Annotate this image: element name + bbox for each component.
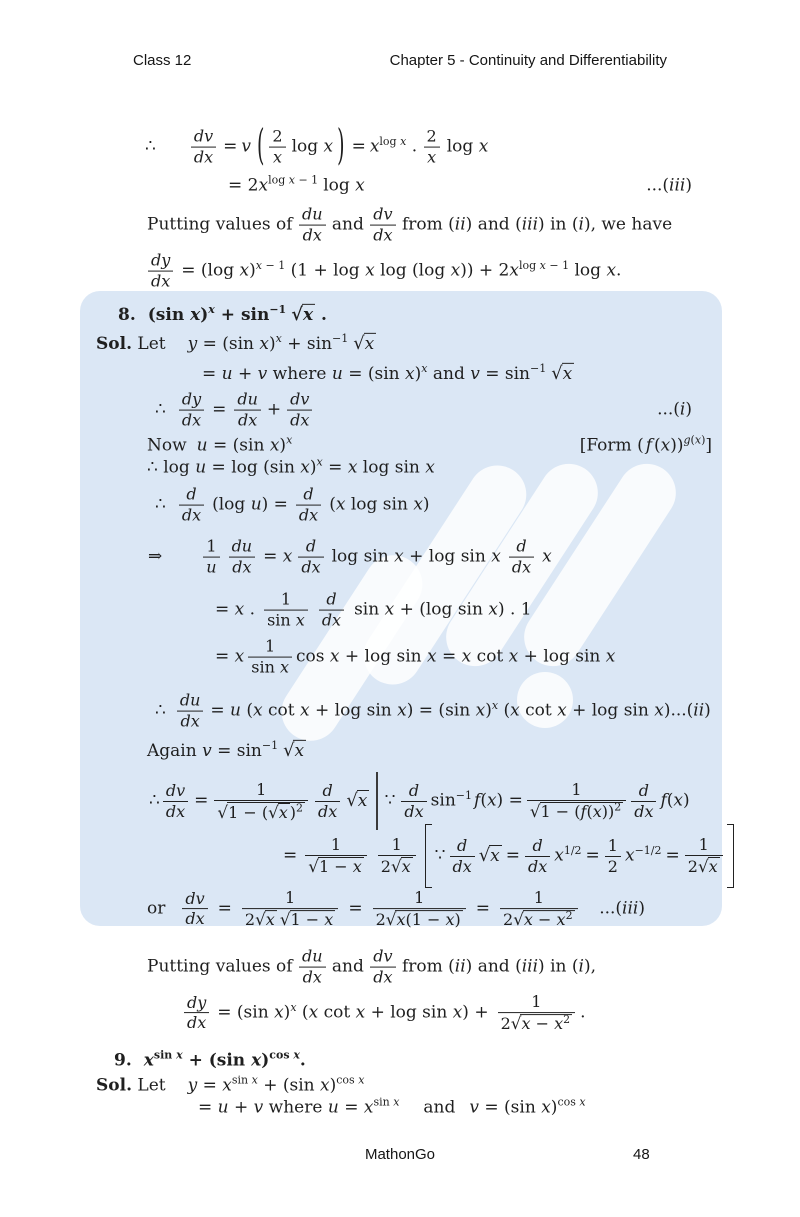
equation-tag: ...(iii): [599, 898, 645, 919]
fraction: $\frac{d}{dx}$: [319, 591, 344, 630]
math-line: Sol. Let $y = x^{sin x} + (\sin$ x)$^{cos x}$: [96, 1073, 365, 1096]
math-line: Putting values of $\frac{du}{dx}$ and $\frac{dv}{dx}$ from (ii) and (iii) in (i),: [147, 946, 596, 987]
square-root: √1 − x: [308, 856, 362, 876]
fraction: $\frac{dv}{dx}$: [191, 128, 216, 167]
math-line: = u + v where u = (sin x)$^x$ and $v = \sin^{-1} √x$: [202, 362, 573, 384]
square-root: √1 − x: [279, 909, 334, 929]
fraction: $\frac{dv}{dx}$: [370, 206, 395, 245]
math-line: 9. $x^{sin x} + (\sin$ x)$^{cos x}$.: [114, 1048, 306, 1071]
fraction: $\frac{1}{√1 - x}$: [305, 836, 367, 876]
square-root: √x: [283, 739, 305, 761]
math-line: = x . $\frac{1}{\text{sin x}}$ $\frac{d}{dx}$ sin x + (log sin x) . 1: [215, 589, 532, 630]
fraction: $\frac{1}{2√x}$: [378, 836, 416, 876]
fraction: $\frac{2}{x}$: [424, 128, 440, 167]
fraction: $\frac{du}{dx}$: [234, 391, 261, 430]
fraction: $\frac{1}{2√x - x^2}$: [498, 993, 576, 1033]
footer-brand: MathonGo: [364, 1146, 436, 1163]
math-line: Again $v = \sin^{-1} √x$: [147, 739, 305, 761]
math-line: = u + v where $u = x^{sin x}$ and v = (sin x)$^{cos x}$: [198, 1095, 586, 1118]
math-line: Now u = (sin x)$^x$: [147, 433, 293, 456]
math-line: $\frac{dy}{dx}$ = (sin x)$^x$ (x cot x + log sin x) + $\frac{1}{2√x - x^2}$ .: [183, 993, 586, 1033]
fraction: $\frac{d}{dx}$: [315, 782, 340, 821]
header-class-label: Class 12: [133, 52, 192, 69]
fraction: $\frac{d}{dx}$: [509, 538, 534, 577]
math-line: 8. (sin $x)^x + \sin^{-1} √x$ .: [118, 303, 327, 325]
fraction: $\frac{du}{dx}$: [229, 538, 256, 577]
math-line: ∴ $\frac{d}{dx}$ (log u) = $\frac{d}{dx}$ (x log sin x): [155, 484, 430, 525]
fraction: $\frac{d}{dx}$: [179, 486, 204, 525]
fraction: $\frac{1}{2√x √1 - x}$: [242, 889, 338, 929]
square-root: √x: [346, 789, 368, 811]
fraction: $\frac{du}{dx}$: [299, 206, 326, 245]
math-line: $\frac{dy}{dx}$ = (log x)$^{x - 1}$ (1 + log x log (log $x)) + 2x^{log x - 1}$ log x.: [147, 252, 621, 291]
fraction: $\frac{d}{dx}$: [296, 486, 321, 525]
square-root: √x: [353, 332, 375, 354]
fraction: $\frac{dv}{dx}$: [287, 391, 312, 430]
math-line: or $\frac{dv}{dx}$ = $\frac{1}{2√x √1 - x}$ = $\frac{1}{2√x(1 - x)}$ = $\frac{1}{2√x - x^2}$: [147, 889, 579, 929]
divider-bar: [376, 772, 377, 830]
square-root: √x(1 − x): [385, 909, 461, 929]
fraction: $\frac{1}{√1 - (f(x))^2}$: [527, 781, 626, 821]
fraction: $\frac{d}{dx}$: [298, 538, 323, 577]
fraction: $\frac{d}{dx}$: [401, 782, 426, 821]
fraction: $\frac{dv}{dx}$: [163, 782, 188, 821]
math-line: ∴ $\frac{dv}{dx}$ = v ( $\frac{2}{x}$ log x ) = $x^{log x}$ . $\frac{2}{x}$ log x: [145, 121, 489, 171]
fraction: $\frac{d}{dx}$: [450, 837, 475, 876]
square-root: √x: [268, 801, 288, 822]
math-line: = $2x^{log x - 1}$ log x: [228, 173, 365, 196]
fraction: $\frac{1}{\text{sin x}}$: [264, 591, 308, 630]
square-root: $√1 - (f(x))^2$: [529, 800, 622, 821]
square-root: $√x - x^2$: [513, 908, 573, 929]
math-line: ∴ $\frac{dy}{dx}$ = $\frac{du}{dx}$ + $\frac{dv}{dx}$: [155, 391, 313, 430]
fraction: $\frac{du}{dx}$: [299, 948, 326, 987]
square-root: √x: [255, 909, 275, 929]
fraction: $\frac{1}{√1 - (√x )^2}$: [214, 781, 308, 822]
equation-tag: ...(iii): [646, 175, 692, 196]
equation-tag: [Form ( f (x))$^{g(x)}$]: [579, 433, 712, 456]
big-paren: (: [256, 121, 265, 171]
fraction: $\frac{dy}{dx}$: [148, 252, 173, 291]
footer-page-number: 48: [633, 1146, 650, 1163]
fraction: $\frac{1}{2√x}$: [685, 836, 723, 876]
fraction: $\frac{1}{2√x(1 - x)}$: [373, 889, 466, 929]
math-line: = $\frac{1}{√1 - x}$ $\frac{1}{2√x}$ ∵ $\frac{d}{dx}$ √x = $\frac{d}{dx}$ $x^{1/2}$ = $\frac{1}{2}$ $x^{-1/2}$ = $\frac{1}{2√x}$: [283, 824, 734, 888]
fraction: $\frac{dv}{dx}$: [370, 948, 395, 987]
math-line: Sol. Let y = (sin $x)^x + \sin^{-1} √x$: [96, 332, 375, 354]
big-bracket-right: [727, 824, 734, 888]
fraction: $\frac{d}{dx}$: [631, 782, 656, 821]
header-chapter-title: Chapter 5 - Continuity and Differentiability: [389, 52, 667, 69]
square-root: √x: [390, 856, 411, 876]
square-root: √x: [291, 303, 314, 325]
math-line: ∴ $\frac{dv}{dx}$ = $\frac{1}{√1 - (√x )^2}$ $\frac{d}{dx}$ √x ∵ $\frac{d}{dx}$ $\sin^{-1} f(x)$ = $\frac{1}{√1 - (f(x))^2}$ $\frac{d}{dx}$ f(x): [149, 772, 690, 830]
fraction: $\frac{d}{dx}$: [525, 837, 550, 876]
fraction: $\frac{1}{2√x - x^2}$: [500, 889, 578, 929]
fraction: $\frac{1}{2}$: [605, 837, 621, 876]
fraction: $\frac{du}{dx}$: [177, 692, 204, 731]
fraction: $\frac{1}{u}$: [203, 538, 219, 577]
equation-tag: ...(i): [657, 399, 692, 420]
square-root: √x: [478, 844, 500, 866]
fraction: $\frac{1}{\text{sin x}}$: [248, 638, 292, 677]
math-line: = x $\frac{1}{\text{sin x}}$ cos x + log sin x = x cot x + log sin x: [215, 636, 616, 677]
math-line: ∴ log u = log (sin x)$^x$ = x log sin x: [147, 455, 435, 478]
big-bracket-left: [425, 824, 432, 888]
fraction: $\frac{dy}{dx}$: [184, 994, 209, 1033]
math-line: Putting values of $\frac{du}{dx}$ and $\frac{dv}{dx}$ from (ii) and (iii) in (i), we have: [147, 204, 673, 245]
big-paren: ): [337, 121, 345, 171]
square-root: √x: [697, 856, 718, 876]
square-root: √x: [551, 362, 573, 384]
math-line: ⇒ $\frac{1}{u}$ $\frac{du}{dx}$ = x $\frac{d}{dx}$ log sin x + log sin x $\frac{d}{dx}$ x: [148, 536, 552, 577]
square-root: $√x - x^2$: [510, 1012, 571, 1033]
fraction: $\frac{dy}{dx}$: [179, 391, 204, 430]
square-root: √1 − (√x )$^2$: [217, 801, 304, 822]
fraction: $\frac{dv}{dx}$: [182, 890, 207, 929]
fraction: $\frac{2}{x}$: [269, 128, 285, 167]
math-line: ∴ $\frac{du}{dx}$ = u (x cot x + log sin x) = (sin x)$^x$ (x cot x + log sin x)...(ii): [155, 690, 711, 731]
